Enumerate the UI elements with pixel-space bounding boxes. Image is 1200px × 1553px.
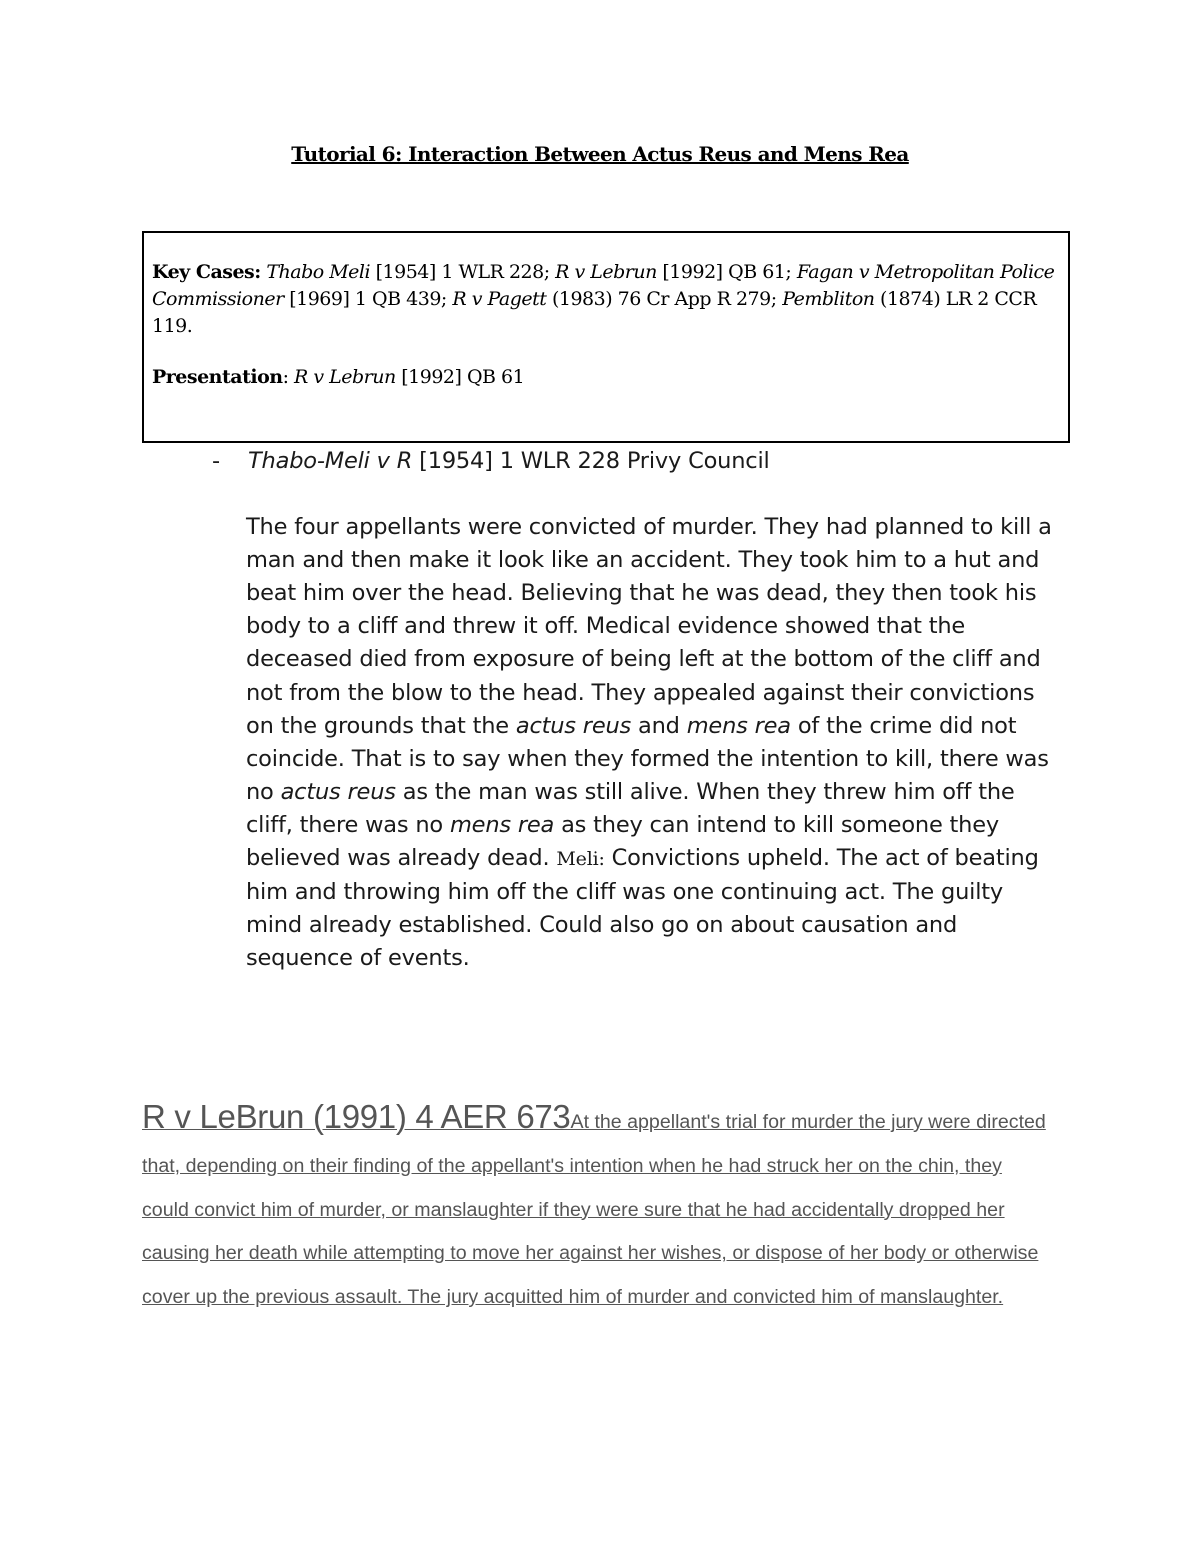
meli-label: Meli:: [556, 848, 605, 871]
key-cases-label: Key Cases:: [152, 261, 261, 283]
case-name: R v Pagett: [452, 288, 547, 310]
case-name: Thabo-Meli v R: [248, 448, 413, 474]
latin-term: actus reus: [280, 778, 396, 805]
case-citation: [1992] QB 61;: [656, 261, 797, 283]
thabo-meli-heading: [248, 445, 1052, 478]
key-cases-box: [142, 231, 1070, 443]
summary-text: as the man was still alive. When they threw him off the cliff, there was no: [246, 778, 1015, 838]
case-citation: (1874) LR 2 CCR 119.: [152, 288, 1037, 337]
page-title: Tutorial 6: Interaction Between Actus Reus and Mens Rea: [291, 142, 909, 166]
latin-term: actus reus: [515, 712, 632, 739]
latin-term: mens rea: [449, 811, 555, 838]
case-citation: [1969] 1 QB 439;: [283, 288, 453, 310]
thabo-meli-summary: [246, 511, 1052, 975]
latin-term: mens rea: [686, 712, 791, 739]
presentation-colon: :: [282, 366, 295, 388]
summary-text: and: [631, 712, 687, 739]
presentation-paragraph: [152, 364, 1060, 391]
case-citation: [1954] 1 WLR 228 Privy Council: [412, 448, 770, 474]
summary-text: as they can intend to kill someone they believed was already dead.: [246, 811, 999, 872]
case-name: Thabo Meli: [266, 261, 371, 283]
presentation-citation: [1992] QB 61: [395, 366, 525, 388]
summary-text: of the crime did not coincide. That is to say when they formed the intention to kill, there was no: [246, 712, 1049, 805]
list-dash: -: [212, 448, 220, 474]
case-name: Fagan v Metropolitan Police Commissioner: [152, 261, 1055, 310]
summary-text: The four appellants were convicted of murder. They had planned to kill a man and then make it look like an accident. They took him to a hut and beat him over the head. Believing that he was dead, they then took his body to a cliff and threw it off. Medical evidence showed that the deceased died from exposure of being left at the bottom of the cliff and not from the blow to the head. They appealed against their convictions on the grounds that the: [246, 514, 1052, 739]
presentation-case: R v Lebrun: [294, 366, 396, 388]
summary-text: Convictions upheld. The act of beating him and throwing him off the cliff was one continuing act. The guilty mind already established. Could also go on about causation and sequence of events.: [246, 845, 1039, 972]
case-citation: [1954] 1 WLR 228;: [370, 261, 556, 283]
case-name: Pembliton: [782, 288, 875, 310]
lebrun-section: [142, 1095, 1047, 1320]
presentation-label: Presentation: [152, 366, 283, 388]
lebrun-heading: R v LeBrun (1991) 4 AER 673: [142, 1098, 571, 1135]
thabo-meli-section: [212, 445, 1052, 975]
lebrun-summary: At the appellant's trial for murder the jury were directed that, depending on their finding of the appellant's intention when he had struck her on the chin, they could convict him of murder, or manslaughter if they were sure that he had accidentally dropped her causing her death while attempting to move her against her wishes, or dispose of her body or otherwise cover up the previous assault. The jury acquitted him of murder and convicted him of manslaughter.: [142, 1111, 1046, 1309]
case-name: R v Lebrun: [555, 261, 657, 283]
case-citation: (1983) 76 Cr App R 279;: [546, 288, 783, 310]
key-cases-paragraph: [152, 259, 1060, 340]
